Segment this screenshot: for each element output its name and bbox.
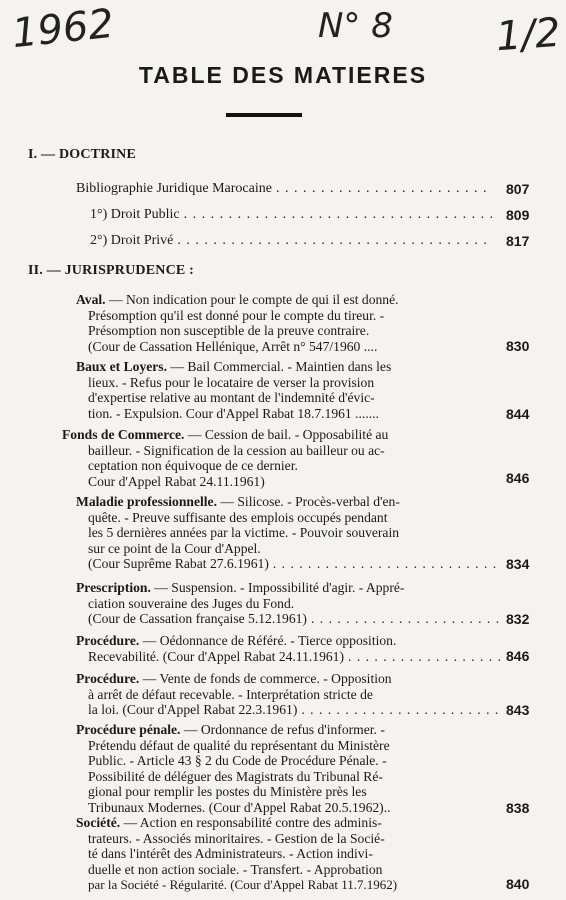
handwritten-year: 1962	[9, 0, 116, 58]
entry-line: — Silicose. - Procès-verbal d'en-	[216, 494, 400, 509]
leader-dots	[348, 649, 500, 665]
page-number: 830	[506, 338, 530, 354]
toc-entry-fonds-de-commerce	[62, 427, 500, 489]
entry-head: Société.	[76, 815, 121, 830]
entry-line: d'expertise relative au montant de l'indemnité d'évic-	[88, 390, 375, 405]
entry-head: Prescription.	[76, 580, 151, 595]
toc-entry-procedure-vente	[76, 671, 500, 718]
entry-line: bailleur. - Signification de la cession au bailleur ou ac-	[88, 442, 385, 458]
entry-line: la loi. (Cour d'Appel Rabat 22.3.1961)	[88, 702, 298, 717]
entry-line: Possibilité de déléguer des Magistrats du Tribunal Ré-	[88, 768, 383, 784]
page-number: 844	[506, 406, 530, 422]
leader-dots	[276, 181, 492, 197]
entry-line: (Cour Suprême Rabat 27.6.1961)	[88, 556, 269, 571]
toc-entry-prescription	[76, 580, 500, 627]
section-jurisprudence-heading: II. — JURISPRUDENCE :	[28, 263, 194, 278]
entry-line: les 5 dernières années par la victime. - Pouvoir souverain	[88, 525, 400, 540]
entry-line: trateurs. - Associés minoritaires. - Gestion de la Socié-	[88, 830, 385, 846]
toc-entry-maladie-professionnelle	[76, 494, 500, 572]
entry-head: Procédure pénale.	[76, 722, 181, 737]
entry-line: ceptation non équivoque de ce dernier.	[88, 458, 298, 473]
handwritten-issue-number: N° 8	[318, 6, 393, 46]
entry-line: — Suspension. - Impossibilité d'agir. - Appré-	[150, 580, 405, 595]
leader-dots	[311, 611, 500, 627]
entry-line: quête. - Preuve suffisante des emplois occupés pendant	[88, 509, 388, 525]
toc-label: 2°) Droit Privé	[90, 233, 174, 248]
entry-head: Maladie professionnelle.	[76, 494, 217, 509]
entry-line: Tribunaux Modernes. (Cour d'Appel Rabat 20.5.1962)..	[88, 799, 391, 815]
entry-line: — Cession de bail. - Opposabilité au	[184, 427, 389, 442]
leader-dots	[184, 207, 492, 223]
entry-line: Prétendu défaut de qualité du représentant du Ministère	[88, 737, 390, 753]
toc-entry-baux-et-loyers	[76, 359, 500, 421]
entry-head: Procédure.	[76, 671, 140, 686]
page-number: 817	[506, 233, 530, 249]
entry-line: tion. - Expulsion. Cour d'Appel Rabat 18.7.1961 .......	[88, 405, 379, 421]
page-title: TABLE DES MATIERES	[138, 62, 428, 88]
entry-line: ciation souveraine des Juges du Fond.	[88, 595, 295, 611]
toc-entry-aval	[76, 292, 500, 354]
entry-line: gional pour remplir les postes du Ministère près les	[88, 784, 367, 799]
entry-line: Présomption qu'il est donné pour le compte du tireur. -	[88, 307, 385, 323]
page-number: 838	[506, 800, 530, 816]
page-number: 846	[506, 648, 530, 664]
toc-entry-societe	[76, 815, 500, 893]
page-number: 834	[506, 556, 530, 572]
section-doctrine-heading: I. — DOCTRINE	[28, 147, 137, 162]
page-number: 809	[506, 207, 530, 223]
entry-line: (Cour de Cassation Hellénique, Arrêt n° 547/1960 ....	[88, 338, 378, 354]
toc-entry-procedure-penale	[76, 722, 500, 815]
entry-head: Fonds de Commerce.	[62, 427, 185, 442]
toc-label: 1°) Droit Public	[90, 207, 180, 222]
page-number: 846	[506, 470, 530, 486]
entry-line: té dans l'intérêt des Administrateurs. - Action indivi-	[88, 846, 373, 861]
toc-row	[90, 233, 496, 249]
entry-head: Aval.	[76, 292, 106, 307]
entry-head: Baux et Loyers.	[76, 359, 167, 374]
entry-line: sur ce point de la Cour d'Appel.	[88, 540, 261, 556]
toc-label: Bibliographie Juridique Marocaine	[76, 181, 272, 196]
entry-head: Procédure.	[76, 633, 140, 648]
leader-dots	[273, 556, 500, 572]
entry-line: — Non indication pour le compte de qui il est donné.	[105, 292, 399, 307]
page-number: 807	[506, 181, 530, 197]
entry-line: — Bail Commercial. - Maintien dans les	[167, 359, 392, 374]
entry-line: — Ordonnance de refus d'informer. -	[180, 722, 385, 737]
toc-row	[90, 207, 496, 223]
title-rule	[226, 113, 302, 117]
page-number: 832	[506, 611, 530, 627]
entry-line: lieux. - Refus pour le locataire de verser la provision	[88, 374, 375, 390]
entry-line: Cour d'Appel Rabat 24.11.1961)	[88, 473, 265, 489]
leader-dots	[177, 233, 492, 249]
page-number: 843	[506, 702, 530, 718]
entry-line: à arrêt de défaut recevable. - Interprétation stricte de	[88, 686, 373, 702]
entry-line: Présomption non susceptible de la preuve contraire.	[88, 323, 370, 338]
entry-line: — Oédonnance de Référé. - Tierce opposition.	[139, 633, 397, 648]
leader-dots	[301, 702, 500, 718]
entry-line: (Cour de Cassation française 5.12.1961)	[88, 611, 307, 626]
entry-line: — Action en responsabilité contre des adminis-	[120, 815, 382, 830]
entry-line: Public. - Article 43 § 2 du Code de Procédure Pénale. -	[88, 753, 387, 768]
toc-row	[76, 181, 496, 197]
handwritten-part: 1/2	[494, 9, 562, 61]
entry-line: Recevabilité. (Cour d'Appel Rabat 24.11.1961)	[88, 648, 345, 664]
entry-line: duelle et non action sociale. - Transfert. - Approbation	[88, 861, 383, 877]
entry-line: par la Société - Régularité. (Cour d'Appel Rabat 11.7.1962)	[88, 877, 398, 892]
entry-line: — Vente de fonds de commerce. - Opposition	[139, 671, 392, 686]
page-number: 840	[506, 876, 530, 892]
toc-entry-procedure-refere	[76, 633, 500, 664]
